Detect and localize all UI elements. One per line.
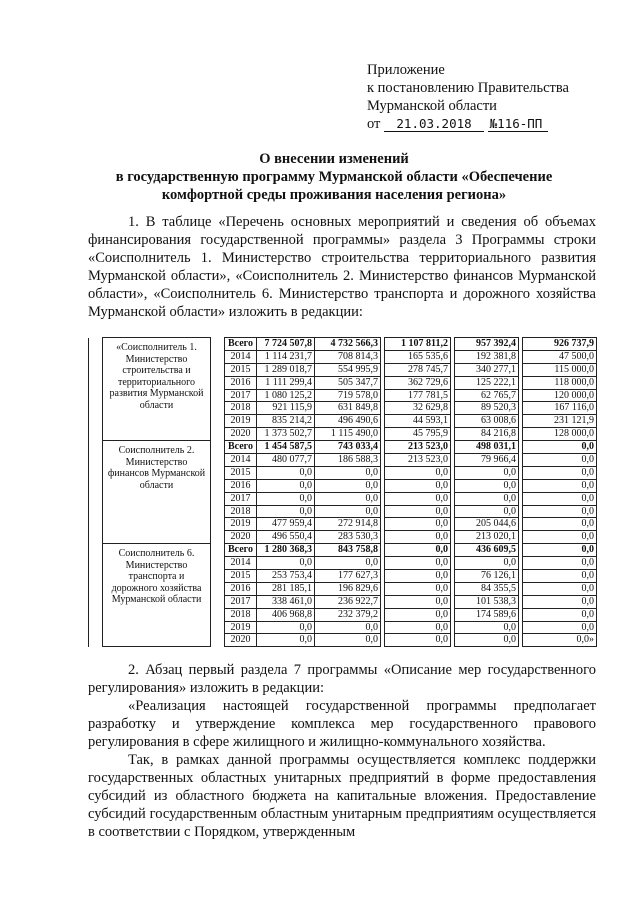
value-cell: 338 461,0 bbox=[257, 595, 315, 608]
value-cell: 0,0 bbox=[455, 466, 519, 479]
value-cell: 167 116,0 bbox=[523, 402, 597, 415]
value-cell: 843 758,8 bbox=[315, 544, 381, 557]
value-cell: 281 185,1 bbox=[257, 582, 315, 595]
paragraph-1-text: 1. В таблице «Перечень основных мероприятий и сведения об объемах финансирования государственной программы» раздела 3 Программы строки «Соисполнитель 1. Министерство строительства территориального развития Мурманской области», «Соисполнитель 2. Министерство финансов Мурманской области», «Соисполнитель 6. Министерство транспорта и дорожного хозяйства Мурманской области» изложить в редакции: bbox=[88, 214, 596, 320]
value-cell: 236 922,7 bbox=[315, 595, 381, 608]
value-cell: 0,0 bbox=[385, 544, 451, 557]
value-cell: 63 008,6 bbox=[455, 415, 519, 428]
value-cell: 0,0 bbox=[385, 505, 451, 518]
value-cell: 0,0 bbox=[257, 492, 315, 505]
appendix-header bbox=[367, 61, 569, 133]
value-cell: 0,0» bbox=[523, 634, 597, 647]
value-cell: 205 044,6 bbox=[455, 518, 519, 531]
value-cell: 0,0 bbox=[385, 621, 451, 634]
value-cell: 496 490,6 bbox=[315, 415, 381, 428]
value-cell: 196 829,6 bbox=[315, 582, 381, 595]
value-cell: 0,0 bbox=[315, 492, 381, 505]
value-cell: 47 500,0 bbox=[523, 350, 597, 363]
value-cell: 0,0 bbox=[523, 466, 597, 479]
year-cell: 2017 bbox=[225, 595, 257, 608]
value-cell: 32 629,8 bbox=[385, 402, 451, 415]
value-cell: 0,0 bbox=[385, 531, 451, 544]
year-cell: 2014 bbox=[225, 557, 257, 570]
value-cell: 45 795,9 bbox=[385, 428, 451, 441]
year-cell: 2015 bbox=[225, 363, 257, 376]
value-cell: 480 077,7 bbox=[257, 454, 315, 467]
table-left-margin-cell bbox=[89, 338, 103, 647]
value-cell: 1 115 490,0 bbox=[315, 428, 381, 441]
year-cell: 2018 bbox=[225, 402, 257, 415]
value-cell: 498 031,1 bbox=[455, 441, 519, 454]
total-label-cell: Всего bbox=[225, 338, 257, 351]
value-cell: 44 593,1 bbox=[385, 415, 451, 428]
value-cell: 926 737,9 bbox=[523, 338, 597, 351]
value-cell: 505 347,7 bbox=[315, 376, 381, 389]
value-cell: 253 753,4 bbox=[257, 570, 315, 583]
year-cell: 2014 bbox=[225, 350, 257, 363]
year-cell: 2019 bbox=[225, 518, 257, 531]
date-prefix: от bbox=[367, 116, 381, 132]
value-cell: 177 781,5 bbox=[385, 389, 451, 402]
value-cell: 0,0 bbox=[455, 557, 519, 570]
table-spacer-cell bbox=[211, 338, 225, 441]
value-cell: 101 538,3 bbox=[455, 595, 519, 608]
decree-date: 21.03.2018 bbox=[384, 117, 484, 132]
value-cell: 0,0 bbox=[315, 621, 381, 634]
value-cell: 1 280 368,3 bbox=[257, 544, 315, 557]
value-cell: 0,0 bbox=[523, 544, 597, 557]
appendix-line-1: Приложение bbox=[367, 62, 445, 78]
value-cell: 835 214,2 bbox=[257, 415, 315, 428]
value-cell: 0,0 bbox=[523, 518, 597, 531]
value-cell: 0,0 bbox=[523, 595, 597, 608]
total-label-cell: Всего bbox=[225, 441, 257, 454]
decree-number: №116-ПП bbox=[488, 117, 548, 132]
value-cell: 0,0 bbox=[455, 621, 519, 634]
value-cell: 0,0 bbox=[257, 466, 315, 479]
value-cell: 1 289 018,7 bbox=[257, 363, 315, 376]
value-cell: 213 020,1 bbox=[455, 531, 519, 544]
value-cell: 631 849,8 bbox=[315, 402, 381, 415]
value-cell: 0,0 bbox=[385, 466, 451, 479]
value-cell: 84 355,5 bbox=[455, 582, 519, 595]
value-cell: 1 114 231,7 bbox=[257, 350, 315, 363]
value-cell: 0,0 bbox=[257, 621, 315, 634]
paragraph-1 bbox=[88, 213, 596, 321]
value-cell: 0,0 bbox=[385, 608, 451, 621]
value-cell: 76 126,1 bbox=[455, 570, 519, 583]
value-cell: 0,0 bbox=[523, 531, 597, 544]
table-body bbox=[89, 338, 597, 647]
value-cell: 0,0 bbox=[523, 570, 597, 583]
value-cell: 278 745,7 bbox=[385, 363, 451, 376]
table-row bbox=[89, 338, 597, 351]
value-cell: 1 373 502,7 bbox=[257, 428, 315, 441]
value-cell: 0,0 bbox=[315, 557, 381, 570]
value-cell: 554 995,9 bbox=[315, 363, 381, 376]
value-cell: 283 530,3 bbox=[315, 531, 381, 544]
value-cell: 115 000,0 bbox=[523, 363, 597, 376]
value-cell: 0,0 bbox=[257, 479, 315, 492]
table-spacer-cell bbox=[211, 441, 225, 544]
value-cell: 128 000,0 bbox=[523, 428, 597, 441]
value-cell: 62 765,7 bbox=[455, 389, 519, 402]
table-spacer-cell bbox=[211, 544, 225, 647]
year-cell: 2015 bbox=[225, 570, 257, 583]
value-cell: 0,0 bbox=[315, 634, 381, 647]
year-cell: 2020 bbox=[225, 634, 257, 647]
value-cell: 0,0 bbox=[523, 608, 597, 621]
value-cell: 0,0 bbox=[385, 582, 451, 595]
value-cell: 0,0 bbox=[385, 492, 451, 505]
year-cell: 2020 bbox=[225, 428, 257, 441]
value-cell: 0,0 bbox=[385, 479, 451, 492]
executor-name-cell: Соисполнитель 6. Министерство транспорта и дорожного хозяйства Мурманской области bbox=[103, 544, 211, 647]
value-cell: 0,0 bbox=[315, 505, 381, 518]
value-cell: 213 523,0 bbox=[385, 441, 451, 454]
value-cell: 0,0 bbox=[385, 634, 451, 647]
value-cell: 1 454 587,5 bbox=[257, 441, 315, 454]
year-cell: 2019 bbox=[225, 415, 257, 428]
value-cell: 0,0 bbox=[523, 479, 597, 492]
value-cell: 921 115,9 bbox=[257, 402, 315, 415]
value-cell: 89 520,3 bbox=[455, 402, 519, 415]
value-cell: 0,0 bbox=[385, 595, 451, 608]
value-cell: 4 732 566,3 bbox=[315, 338, 381, 351]
total-label-cell: Всего bbox=[225, 544, 257, 557]
year-cell: 2014 bbox=[225, 454, 257, 467]
appendix-date-line bbox=[367, 115, 569, 133]
value-cell: 192 381,8 bbox=[455, 350, 519, 363]
value-cell: 79 966,4 bbox=[455, 454, 519, 467]
value-cell: 436 609,5 bbox=[455, 544, 519, 557]
value-cell: 719 578,0 bbox=[315, 389, 381, 402]
value-cell: 118 000,0 bbox=[523, 376, 597, 389]
financing-table bbox=[88, 337, 597, 647]
value-cell: 1 111 299,4 bbox=[257, 376, 315, 389]
value-cell: 84 216,8 bbox=[455, 428, 519, 441]
year-cell: 2017 bbox=[225, 492, 257, 505]
value-cell: 231 121,9 bbox=[523, 415, 597, 428]
value-cell: 496 550,4 bbox=[257, 531, 315, 544]
value-cell: 0,0 bbox=[385, 570, 451, 583]
year-cell: 2016 bbox=[225, 582, 257, 595]
value-cell: 708 814,3 bbox=[315, 350, 381, 363]
title-line-3: комфортной среды проживания населения региона» bbox=[161, 187, 507, 203]
value-cell: 340 277,1 bbox=[455, 363, 519, 376]
year-cell: 2015 bbox=[225, 466, 257, 479]
value-cell: 0,0 bbox=[523, 505, 597, 518]
value-cell: 120 000,0 bbox=[523, 389, 597, 402]
value-cell: 0,0 bbox=[315, 466, 381, 479]
value-cell: 213 523,0 bbox=[385, 454, 451, 467]
value-cell: 0,0 bbox=[523, 582, 597, 595]
value-cell: 0,0 bbox=[523, 454, 597, 467]
value-cell: 0,0 bbox=[523, 492, 597, 505]
value-cell: 0,0 bbox=[455, 492, 519, 505]
document-title bbox=[84, 150, 584, 204]
paragraph-2-text: 2. Абзац первый раздела 7 программы «Описание мер государственного регулирования» изложить в редакции: bbox=[88, 662, 596, 696]
appendix-line-3: Мурманской области bbox=[367, 98, 497, 114]
executor-name-cell: Соисполнитель 2. Министерство финансов Мурманской области bbox=[103, 441, 211, 544]
appendix-line-2: к постановлению Правительства bbox=[367, 80, 569, 96]
value-cell: 232 379,2 bbox=[315, 608, 381, 621]
value-cell: 406 968,8 bbox=[257, 608, 315, 621]
year-cell: 2016 bbox=[225, 479, 257, 492]
value-cell: 743 033,4 bbox=[315, 441, 381, 454]
year-cell: 2016 bbox=[225, 376, 257, 389]
value-cell: 0,0 bbox=[523, 557, 597, 570]
value-cell: 0,0 bbox=[257, 557, 315, 570]
value-cell: 0,0 bbox=[455, 505, 519, 518]
title-line-1: О внесении изменений bbox=[259, 151, 409, 167]
year-cell: 2018 bbox=[225, 505, 257, 518]
year-cell: 2020 bbox=[225, 531, 257, 544]
value-cell: 477 959,4 bbox=[257, 518, 315, 531]
table-row bbox=[89, 544, 597, 557]
value-cell: 0,0 bbox=[257, 634, 315, 647]
paragraph-3-text: «Реализация настоящей государственной программы предполагает разработку и утверждение комплекса мер государственного правового регулирования в сфере жилищного и жилищно-коммунального хозяйства. bbox=[88, 698, 596, 750]
value-cell: 362 729,6 bbox=[385, 376, 451, 389]
title-line-2: в государственную программу Мурманской области «Обеспечение bbox=[115, 169, 553, 185]
value-cell: 0,0 bbox=[523, 621, 597, 634]
executor-name-cell: «Соисполнитель 1. Министерство строительства и территориального развития Мурманской области bbox=[103, 338, 211, 441]
value-cell: 0,0 bbox=[455, 479, 519, 492]
paragraph-2-block bbox=[88, 661, 596, 841]
value-cell: 7 724 507,8 bbox=[257, 338, 315, 351]
year-cell: 2017 bbox=[225, 389, 257, 402]
value-cell: 177 627,3 bbox=[315, 570, 381, 583]
value-cell: 0,0 bbox=[455, 634, 519, 647]
value-cell: 0,0 bbox=[385, 518, 451, 531]
value-cell: 0,0 bbox=[523, 441, 597, 454]
year-cell: 2018 bbox=[225, 608, 257, 621]
paragraph-4-text: Так, в рамках данной программы осуществляется комплекс поддержки государственных областных унитарных предприятий в форме предоставления субсидий из областного бюджета на капитальные вложения. Предоставление субсидий государственным областным унитарным предприятиям осуществляется в соответствии с Порядком, утвержденным bbox=[88, 752, 596, 840]
year-cell: 2019 bbox=[225, 621, 257, 634]
value-cell: 165 535,6 bbox=[385, 350, 451, 363]
value-cell: 957 392,4 bbox=[455, 338, 519, 351]
value-cell: 186 588,3 bbox=[315, 454, 381, 467]
value-cell: 174 589,6 bbox=[455, 608, 519, 621]
table-row bbox=[89, 441, 597, 454]
value-cell: 1 080 125,2 bbox=[257, 389, 315, 402]
value-cell: 0,0 bbox=[315, 479, 381, 492]
value-cell: 1 107 811,2 bbox=[385, 338, 451, 351]
value-cell: 125 222,1 bbox=[455, 376, 519, 389]
value-cell: 272 914,8 bbox=[315, 518, 381, 531]
value-cell: 0,0 bbox=[257, 505, 315, 518]
value-cell: 0,0 bbox=[385, 557, 451, 570]
